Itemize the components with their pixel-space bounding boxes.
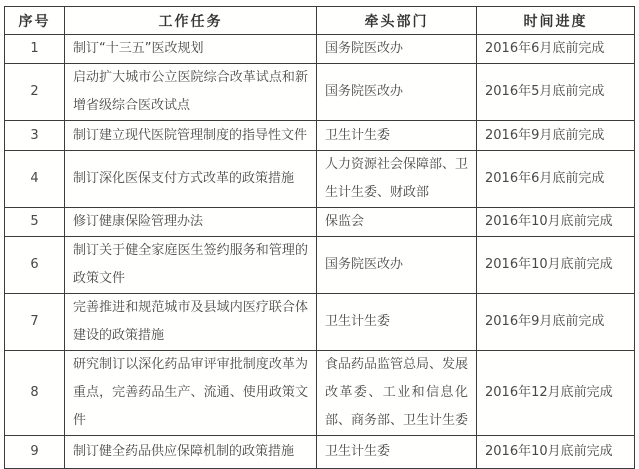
cell-schedule: 2016年9月底前完成 [477, 294, 635, 351]
cell-task: 研究制订以深化药品审评审批制度改革为重点，完善药品生产、流通、使用政策文件 [65, 351, 317, 436]
cell-schedule: 2016年5月底前完成 [477, 64, 635, 121]
cell-schedule: 2016年6月底前完成 [477, 151, 635, 208]
column-header-schedule: 时间进度 [477, 7, 635, 35]
table-row [5, 35, 635, 64]
work-schedule-table [4, 6, 635, 469]
cell-department: 卫生计生委 [317, 436, 477, 469]
cell-department: 食品药品监管总局、发展改革委、工业和信息化部、商务部、卫生计生委 [317, 351, 477, 436]
table-header [5, 7, 635, 35]
cell-task: 修订健康保险管理办法 [65, 208, 317, 237]
cell-task: 制订“十三五”医改规划 [65, 35, 317, 64]
column-header-department: 牵头部门 [317, 7, 477, 35]
cell-schedule: 2016年10月底前完成 [477, 208, 635, 237]
cell-schedule: 2016年12月底前完成 [477, 351, 635, 436]
table-row [5, 121, 635, 151]
table-row [5, 151, 635, 208]
header-row [5, 7, 635, 35]
cell-number: 8 [5, 351, 65, 436]
table-row [5, 64, 635, 121]
cell-department: 人力资源社会保障部、卫生计生委、财政部 [317, 151, 477, 208]
cell-number: 1 [5, 35, 65, 64]
cell-number: 2 [5, 64, 65, 121]
cell-number: 9 [5, 436, 65, 469]
table-row [5, 351, 635, 436]
cell-task: 完善推进和规范城市及县域内医疗联合体建设的政策措施 [65, 294, 317, 351]
column-header-number: 序号 [5, 7, 65, 35]
cell-department: 国务院医改办 [317, 35, 477, 64]
cell-schedule: 2016年9月底前完成 [477, 121, 635, 151]
cell-schedule: 2016年10月底前完成 [477, 436, 635, 469]
cell-schedule: 2016年6月底前完成 [477, 35, 635, 64]
cell-task: 制订建立现代医院管理制度的指导性文件 [65, 121, 317, 151]
cell-task: 制订关于健全家庭医生签约服务和管理的政策文件 [65, 237, 317, 294]
cell-number: 7 [5, 294, 65, 351]
cell-task: 制订深化医保支付方式改革的政策措施 [65, 151, 317, 208]
cell-task: 制订健全药品供应保障机制的政策措施 [65, 436, 317, 469]
cell-number: 5 [5, 208, 65, 237]
table-row [5, 436, 635, 469]
cell-number: 6 [5, 237, 65, 294]
cell-department: 卫生计生委 [317, 121, 477, 151]
table-body [5, 35, 635, 469]
cell-task: 启动扩大城市公立医院综合改革试点和新增省级综合医改试点 [65, 64, 317, 121]
table-row [5, 208, 635, 237]
cell-number: 4 [5, 151, 65, 208]
cell-department: 国务院医改办 [317, 237, 477, 294]
column-header-task: 工作任务 [65, 7, 317, 35]
cell-schedule: 2016年10月底前完成 [477, 237, 635, 294]
cell-department: 卫生计生委 [317, 294, 477, 351]
cell-department: 保监会 [317, 208, 477, 237]
cell-department: 国务院医改办 [317, 64, 477, 121]
table-row [5, 237, 635, 294]
table-row [5, 294, 635, 351]
cell-number: 3 [5, 121, 65, 151]
